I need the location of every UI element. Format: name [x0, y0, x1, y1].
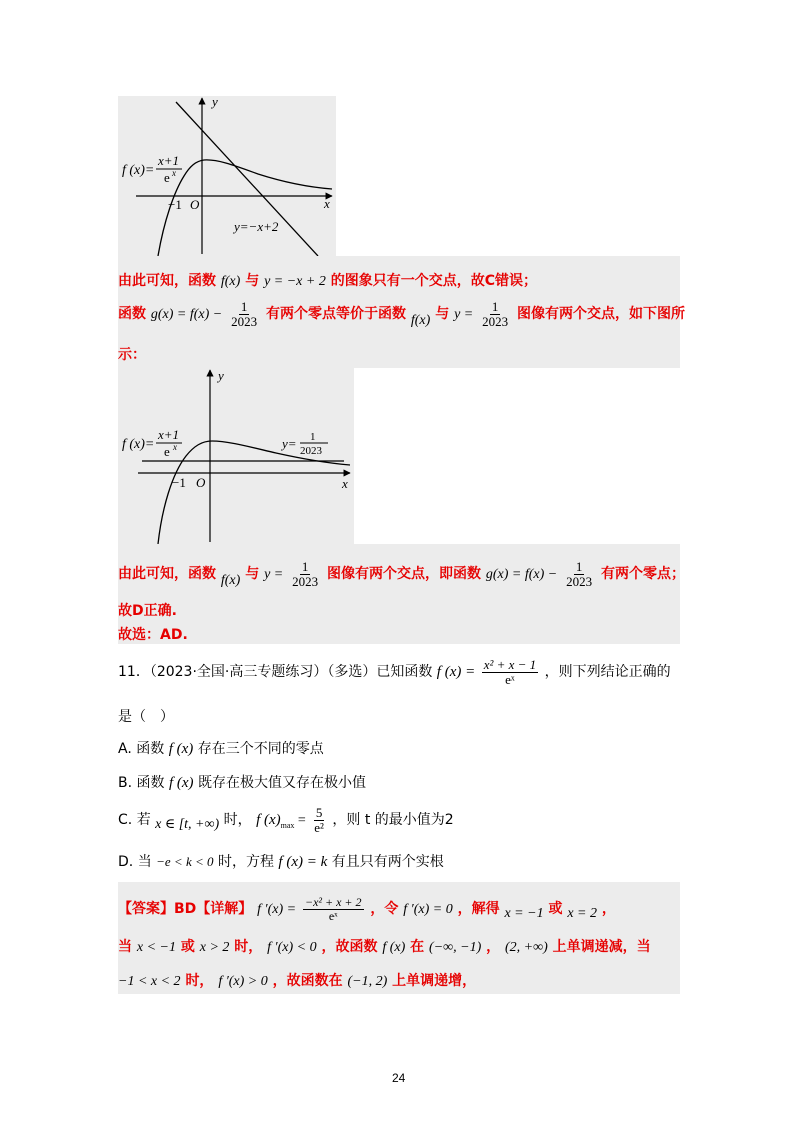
text3-suffix: 有两个零点； [600, 566, 685, 583]
answer-frac [303, 896, 364, 922]
option-d[interactable] [118, 851, 444, 871]
question-line-1 [118, 658, 671, 686]
text3-frac2-num: 1 [575, 559, 583, 574]
solution-line-4 [118, 560, 685, 588]
answer-huo: 或 [548, 901, 563, 918]
text1-fx: f(x) [220, 274, 241, 289]
text3-frac2-den: 2023 [566, 573, 593, 589]
option-b-pre: 函数 [136, 775, 165, 791]
text2-mid: 有两个零点等价于函数 [266, 306, 406, 323]
option-d-pre: 当 [137, 854, 152, 870]
text1-suffix: 的图象只有一个交点，故C错误； [330, 273, 537, 289]
func-den-exp: x [172, 168, 176, 178]
text1-line-eq: y = −x + 2 [264, 274, 326, 289]
answer-l2-mid: ，故函数 [321, 939, 378, 955]
answer-l2-sep: ， [486, 939, 501, 955]
text2-gx: g(x) = f(x) − [150, 307, 223, 323]
answer-tag: 【答案】BD【详解】 [118, 901, 253, 918]
answer-frac-num: −x² + x + 2 [304, 895, 362, 909]
y-axis-label: y [218, 368, 224, 383]
answer-l3-int: (−1, 2) [347, 974, 388, 989]
text2-y-eq: y = [454, 307, 474, 323]
minus-one-label: −1 [172, 475, 186, 490]
graph-1 [118, 96, 336, 256]
option-d-post: 有且只有两个实根 [331, 854, 444, 870]
solution-line-1 [118, 270, 537, 290]
solution-line-3: 示： [118, 347, 146, 363]
option-c-math: x ∈ [t, +∞) [155, 817, 220, 833]
option-c-mid: 时， [223, 812, 252, 829]
option-b[interactable] [118, 772, 366, 792]
text3-fx: f(x) [220, 573, 241, 589]
x-axis-label: x [342, 476, 348, 491]
text3-frac-num: 1 [301, 559, 309, 574]
answer-line-2 [118, 936, 651, 956]
text2-frac2 [480, 300, 510, 328]
answer-frac-den: eˣ [328, 908, 338, 923]
option-c-frac [312, 806, 326, 834]
question-func: f (x) = [436, 664, 476, 681]
text3-frac2 [564, 560, 594, 588]
text2-suffix: 图像有两个交点，如下图所 [516, 306, 685, 323]
question-frac-den: eˣ [505, 671, 515, 687]
answer-x2: x = 2 [567, 906, 597, 922]
answer-line-1 [118, 896, 616, 922]
line-label: y=−x+2 [234, 219, 279, 234]
option-c-frac-den: e² [314, 819, 324, 835]
solution-text-block [118, 256, 685, 368]
answer-block [118, 882, 680, 994]
graph-2 [118, 368, 354, 544]
option-a-pre: 函数 [136, 741, 165, 757]
answer-l3-fp: f ′(x) > 0 [218, 974, 268, 989]
text3-frac-den: 2023 [292, 573, 319, 589]
option-d-mid: 时，方程 [217, 854, 274, 870]
option-d-math2: f (x) = k [278, 854, 328, 870]
option-d-math: −e < k < 0 [156, 854, 214, 869]
func-num: x+1 [158, 153, 180, 168]
option-c-math2: f (x) [256, 812, 281, 829]
option-c[interactable] [118, 806, 454, 834]
option-b-label: B. [118, 775, 133, 791]
text2-mid2: 与 [435, 306, 450, 323]
graph-1-panel [118, 96, 336, 256]
origin-label: O [196, 475, 206, 490]
option-c-post: ，则 t 的最小值为2 [332, 812, 454, 829]
option-d-label: D. [118, 854, 134, 870]
answer-l2-dang: 当 [118, 939, 132, 955]
question-line-2: 是（ ） [118, 709, 174, 725]
answer-l2-shi: 时， [234, 939, 263, 955]
solution-text-block-2 [118, 544, 685, 644]
text3-y-eq: y = [264, 567, 284, 583]
option-a-label: A. [118, 741, 132, 757]
option-b-math: f (x) [168, 775, 194, 791]
text3-prefix: 由此可知，函数 [118, 566, 216, 583]
option-b-post: 既存在极大值又存在极小值 [198, 775, 366, 791]
answer-fp0: f ′(x) = 0 [403, 902, 453, 918]
answer-ling: ，令 [370, 901, 399, 918]
answer-l2-tail: 上单调递减，当 [552, 939, 651, 955]
text3-frac [290, 560, 320, 588]
option-c-eq: = [294, 813, 306, 829]
text2-frac [229, 300, 259, 328]
line-label-lhs: y= [282, 436, 297, 451]
solution-line-6: 故选：AD. [118, 627, 188, 643]
x-axis-label: x [324, 196, 330, 211]
answer-jiede: ，解得 [457, 901, 500, 918]
answer-l2-fp: f ′(x) < 0 [267, 940, 317, 955]
answer-l2-cond: x < −1 [136, 940, 176, 955]
func-den-exp: x [173, 442, 177, 452]
minus-one-label: −1 [168, 197, 182, 212]
option-c-frac-num: 5 [315, 805, 323, 820]
option-a-math: f (x) [168, 741, 194, 757]
answer-l2-int1: (−∞, −1) [429, 940, 482, 955]
text2-prefix: 函数 [118, 306, 146, 323]
answer-x1: x = −1 [504, 906, 544, 922]
option-c-label: C. [118, 812, 133, 829]
answer-line-3 [118, 970, 476, 990]
text3-gx: g(x) = f(x) − [485, 567, 558, 583]
question-11 [118, 652, 680, 877]
option-a-post: 存在三个不同的零点 [197, 741, 324, 757]
text2-frac-num: 1 [240, 299, 248, 314]
option-c-pre: 若 [136, 812, 151, 829]
question-frac-num: x² + x − 1 [483, 657, 537, 672]
answer-l3-shi: 时， [185, 973, 214, 989]
solution-line-2 [118, 300, 685, 328]
answer-l3-cond: −1 < x < 2 [118, 974, 181, 989]
origin-label: O [190, 197, 200, 212]
answer-l3-tail: 上单调递增， [392, 973, 477, 989]
answer-fp: f ′(x) = [257, 902, 297, 918]
curve-fx [158, 160, 332, 256]
func-num: x+1 [158, 427, 180, 442]
answer-l3-mid: ，故函数在 [272, 973, 343, 989]
func-den: e [164, 170, 170, 185]
graph-2-panel [118, 368, 354, 544]
line-label-den: 2023 [300, 445, 322, 457]
text2-frac2-den: 2023 [482, 313, 509, 329]
question-intro: 11．（2023·全国·高三专题练习）（多选）已知函数 [118, 664, 433, 681]
func-lhs: f (x)= [122, 437, 155, 452]
func-lhs: f (x)= [122, 163, 155, 178]
answer-l2-fx: f (x) [382, 940, 406, 955]
answer-comma: ， [601, 901, 616, 918]
question-tail: ，则下列结论正确的 [544, 664, 671, 681]
solution-line-5: 故D正确. [118, 603, 177, 619]
y-axis-label: y [212, 96, 218, 109]
answer-l2-cond2: x > 2 [199, 940, 230, 955]
line-label-num: 1 [310, 431, 316, 443]
option-c-sub: max [280, 820, 295, 830]
answer-l2-or: 或 [180, 939, 195, 955]
option-a[interactable] [118, 738, 324, 758]
text2-frac2-num: 1 [491, 299, 499, 314]
text3-mid2: 图像有两个交点，即函数 [326, 566, 481, 583]
text2-frac-den: 2023 [231, 313, 258, 329]
page-number: 24 [392, 1071, 406, 1085]
text3-mid: 与 [245, 566, 260, 583]
text1-mid: 与 [245, 273, 260, 289]
func-den: e [164, 444, 170, 459]
answer-l2-int2: (2, +∞) [504, 940, 548, 955]
answer-l2-zai: 在 [410, 939, 425, 955]
question-frac [482, 658, 538, 686]
text1-prefix: 由此可知，函数 [118, 273, 216, 289]
text2-fx: f(x) [410, 313, 431, 329]
